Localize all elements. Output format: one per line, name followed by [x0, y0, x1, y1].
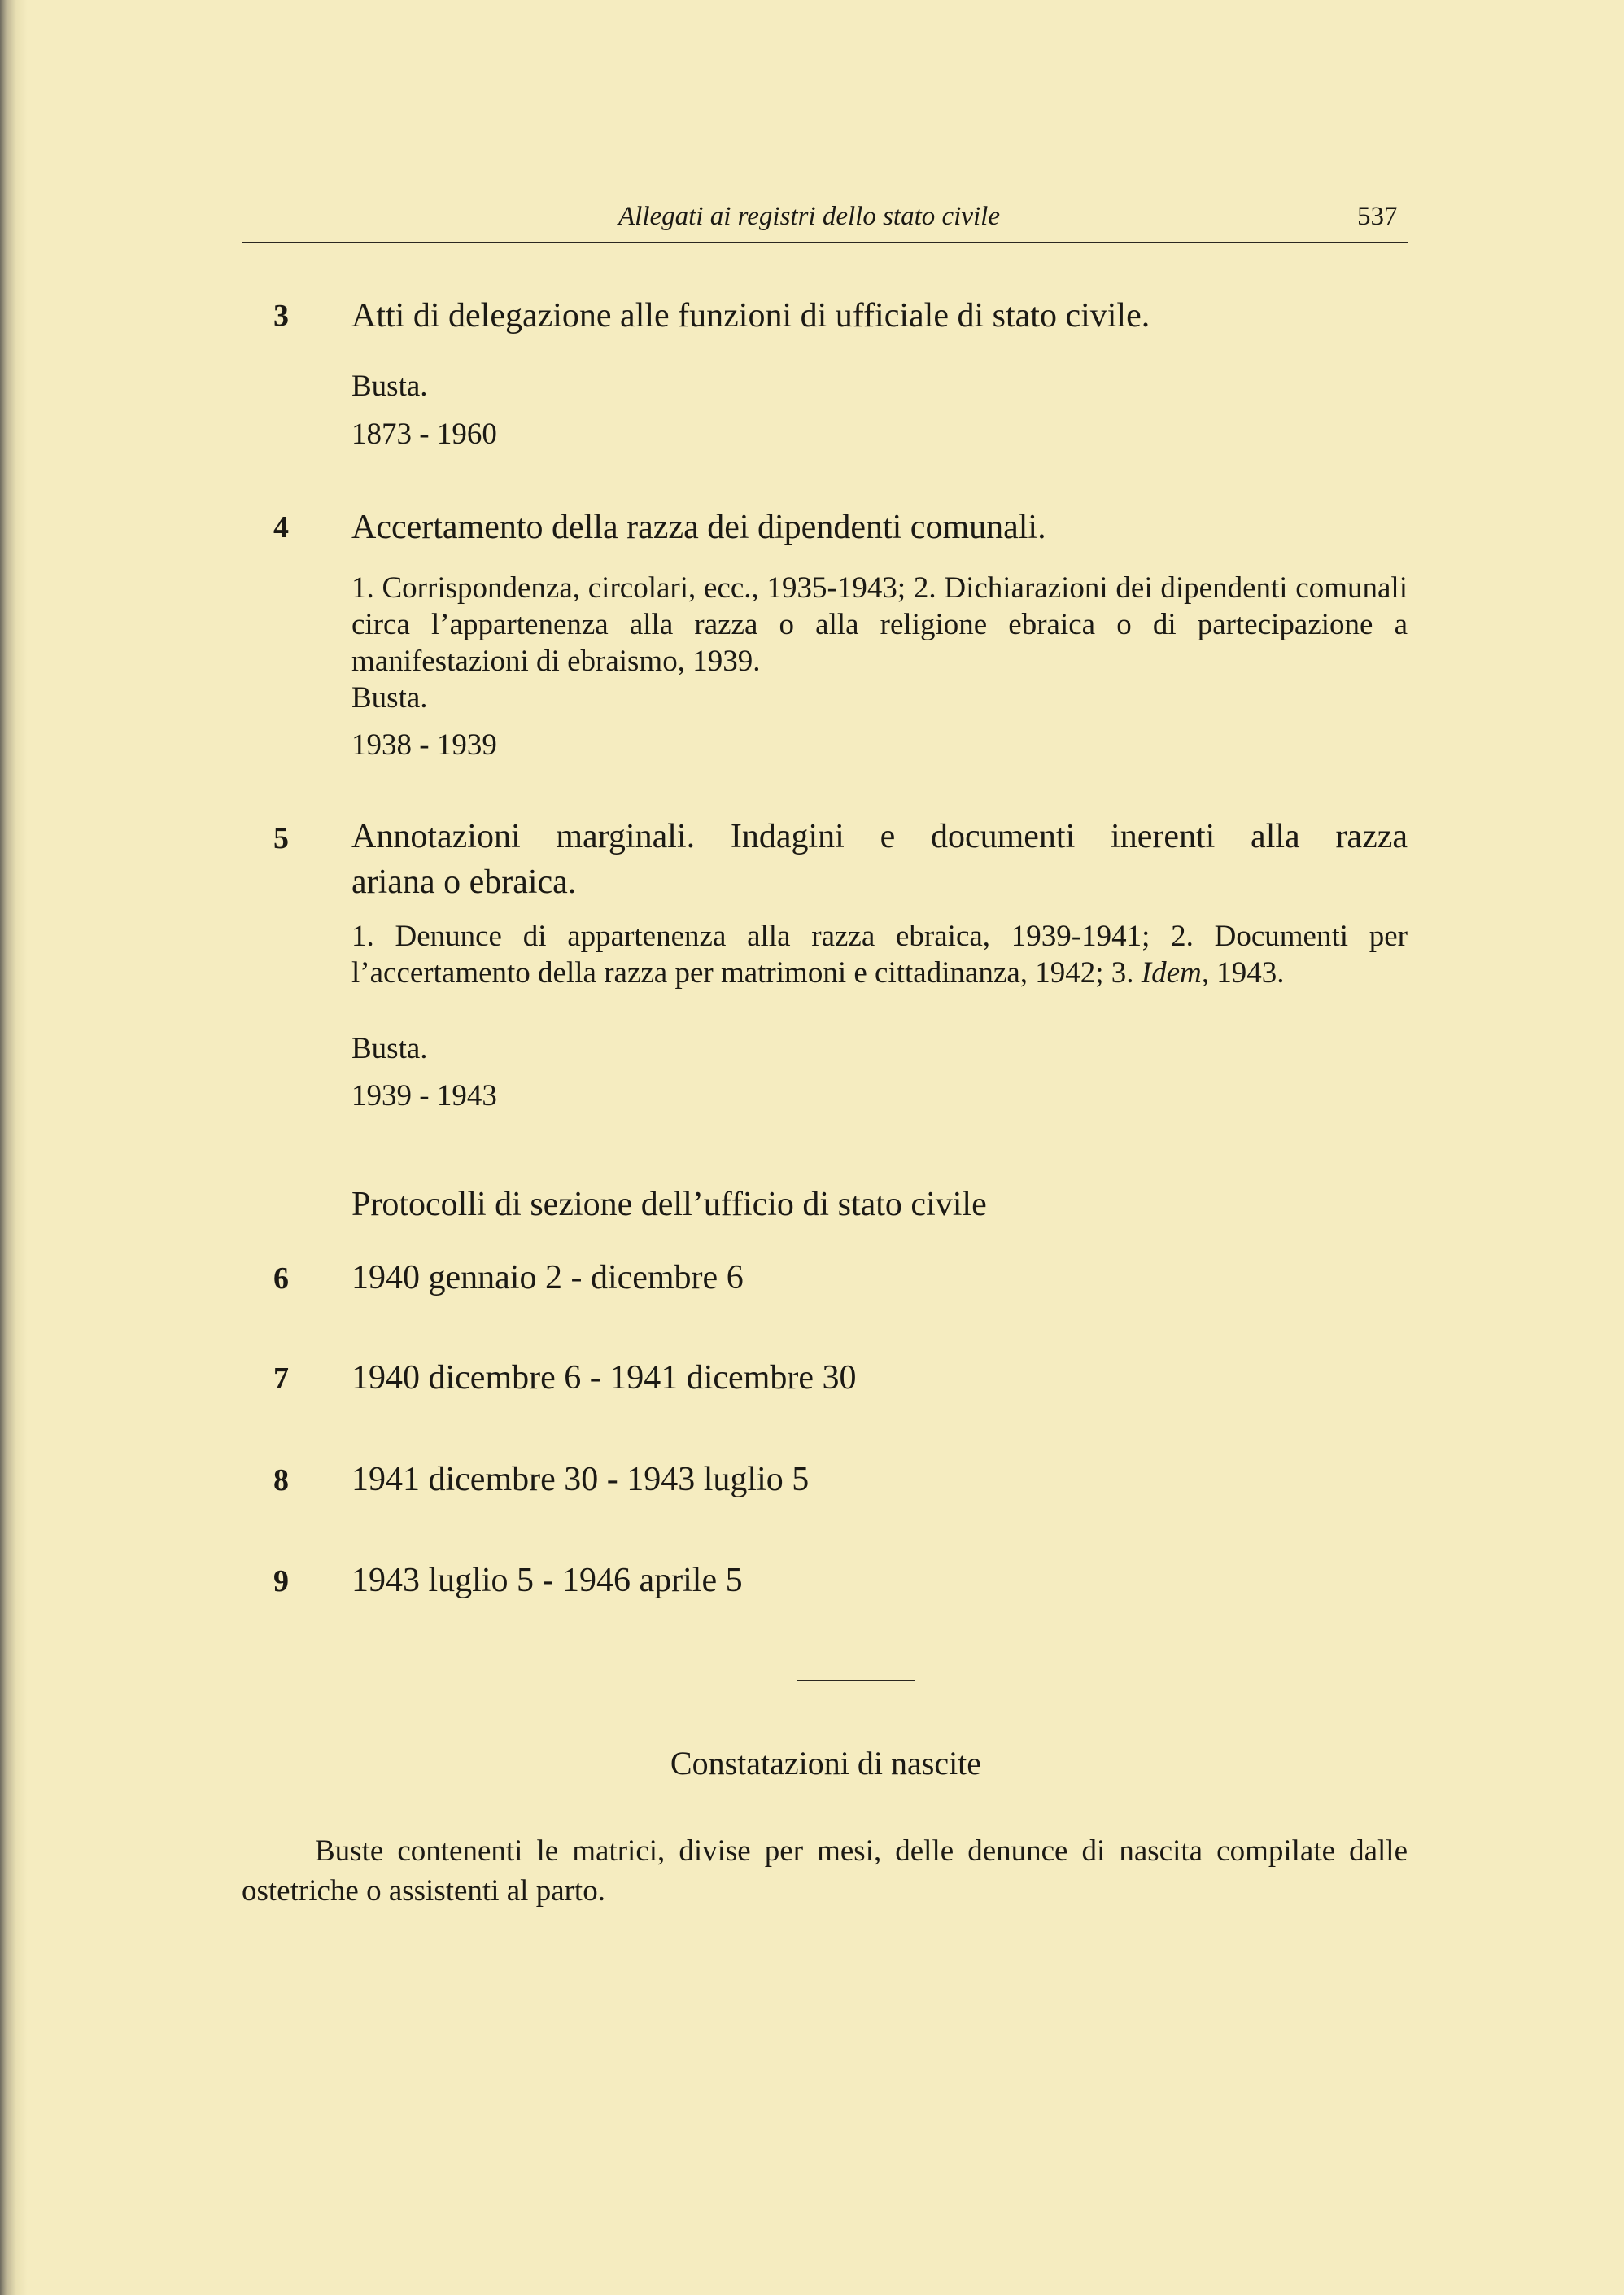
item-description [351, 918, 1408, 991]
description-end: 1943. [1209, 956, 1285, 990]
protocolli-heading: Protocolli di sezione dell’ufficio di stato civile [351, 1186, 987, 1223]
section-text: Buste contenenti le matrici, divise per mesi, delle denunce di nascita compilate dalle ostetriche o assistenti al parto. [242, 1834, 1408, 1908]
item-number: 5 [273, 821, 289, 855]
description-text: 1. Denunce di appartenenza alla razza ebraica, 1939-1941; 2. Documenti per l’accertamento della razza per matrimoni e cittadinanza, 1942; 3. [351, 920, 1408, 990]
entry-dates: 1943 luglio 5 - 1946 aprile 5 [351, 1562, 743, 1599]
item-title: Atti di delegazione alle funzioni di ufficiale di stato civile. [351, 297, 1150, 334]
page-edge [0, 0, 28, 2295]
entry-number: 8 [273, 1463, 289, 1497]
item-dates: 1938 - 1939 [351, 728, 497, 762]
item-dates: 1873 - 1960 [351, 417, 497, 451]
running-title: Allegati ai registri dello stato civile [618, 202, 1000, 231]
page-number: 537 [1357, 202, 1398, 231]
entry-number: 9 [273, 1564, 289, 1598]
item-dates: 1939 - 1943 [351, 1079, 497, 1113]
item-description: 1. Corrispondenza, circolari, ecc., 1935-1943; 2. Dichiarazioni dei dipendenti comunali circa l’appartenenza alla razza o alla religione ebraica o di partecipazione a manifestazioni di ebraismo, 1939. [351, 571, 1408, 678]
entry-dates: 1940 dicembre 6 - 1941 dicembre 30 [351, 1359, 857, 1397]
entry-dates: 1941 dicembre 30 - 1943 luglio 5 [351, 1461, 810, 1498]
item-number: 3 [273, 299, 289, 333]
section-divider [797, 1680, 915, 1681]
entry-dates: 1940 gennaio 2 - dicembre 6 [351, 1259, 744, 1296]
item-title: Accertamento della razza dei dipendenti comunali. [351, 509, 1046, 546]
item-title-line1: Annotazioni marginali. Indagini e documenti inerenti alla razza [351, 818, 1408, 855]
description-italic: Idem, [1141, 956, 1209, 990]
section-title: Constatazioni di nascite [670, 1745, 982, 1781]
entry-number: 7 [273, 1362, 289, 1396]
entry-number: 6 [273, 1261, 289, 1296]
item-type: Busta. [351, 1032, 428, 1065]
item-type: Busta. [351, 369, 428, 403]
item-number: 4 [273, 510, 289, 544]
item-type: Busta. [351, 681, 428, 715]
item-title-line2: ariana o ebraica. [351, 863, 577, 901]
header-rule [242, 242, 1408, 243]
